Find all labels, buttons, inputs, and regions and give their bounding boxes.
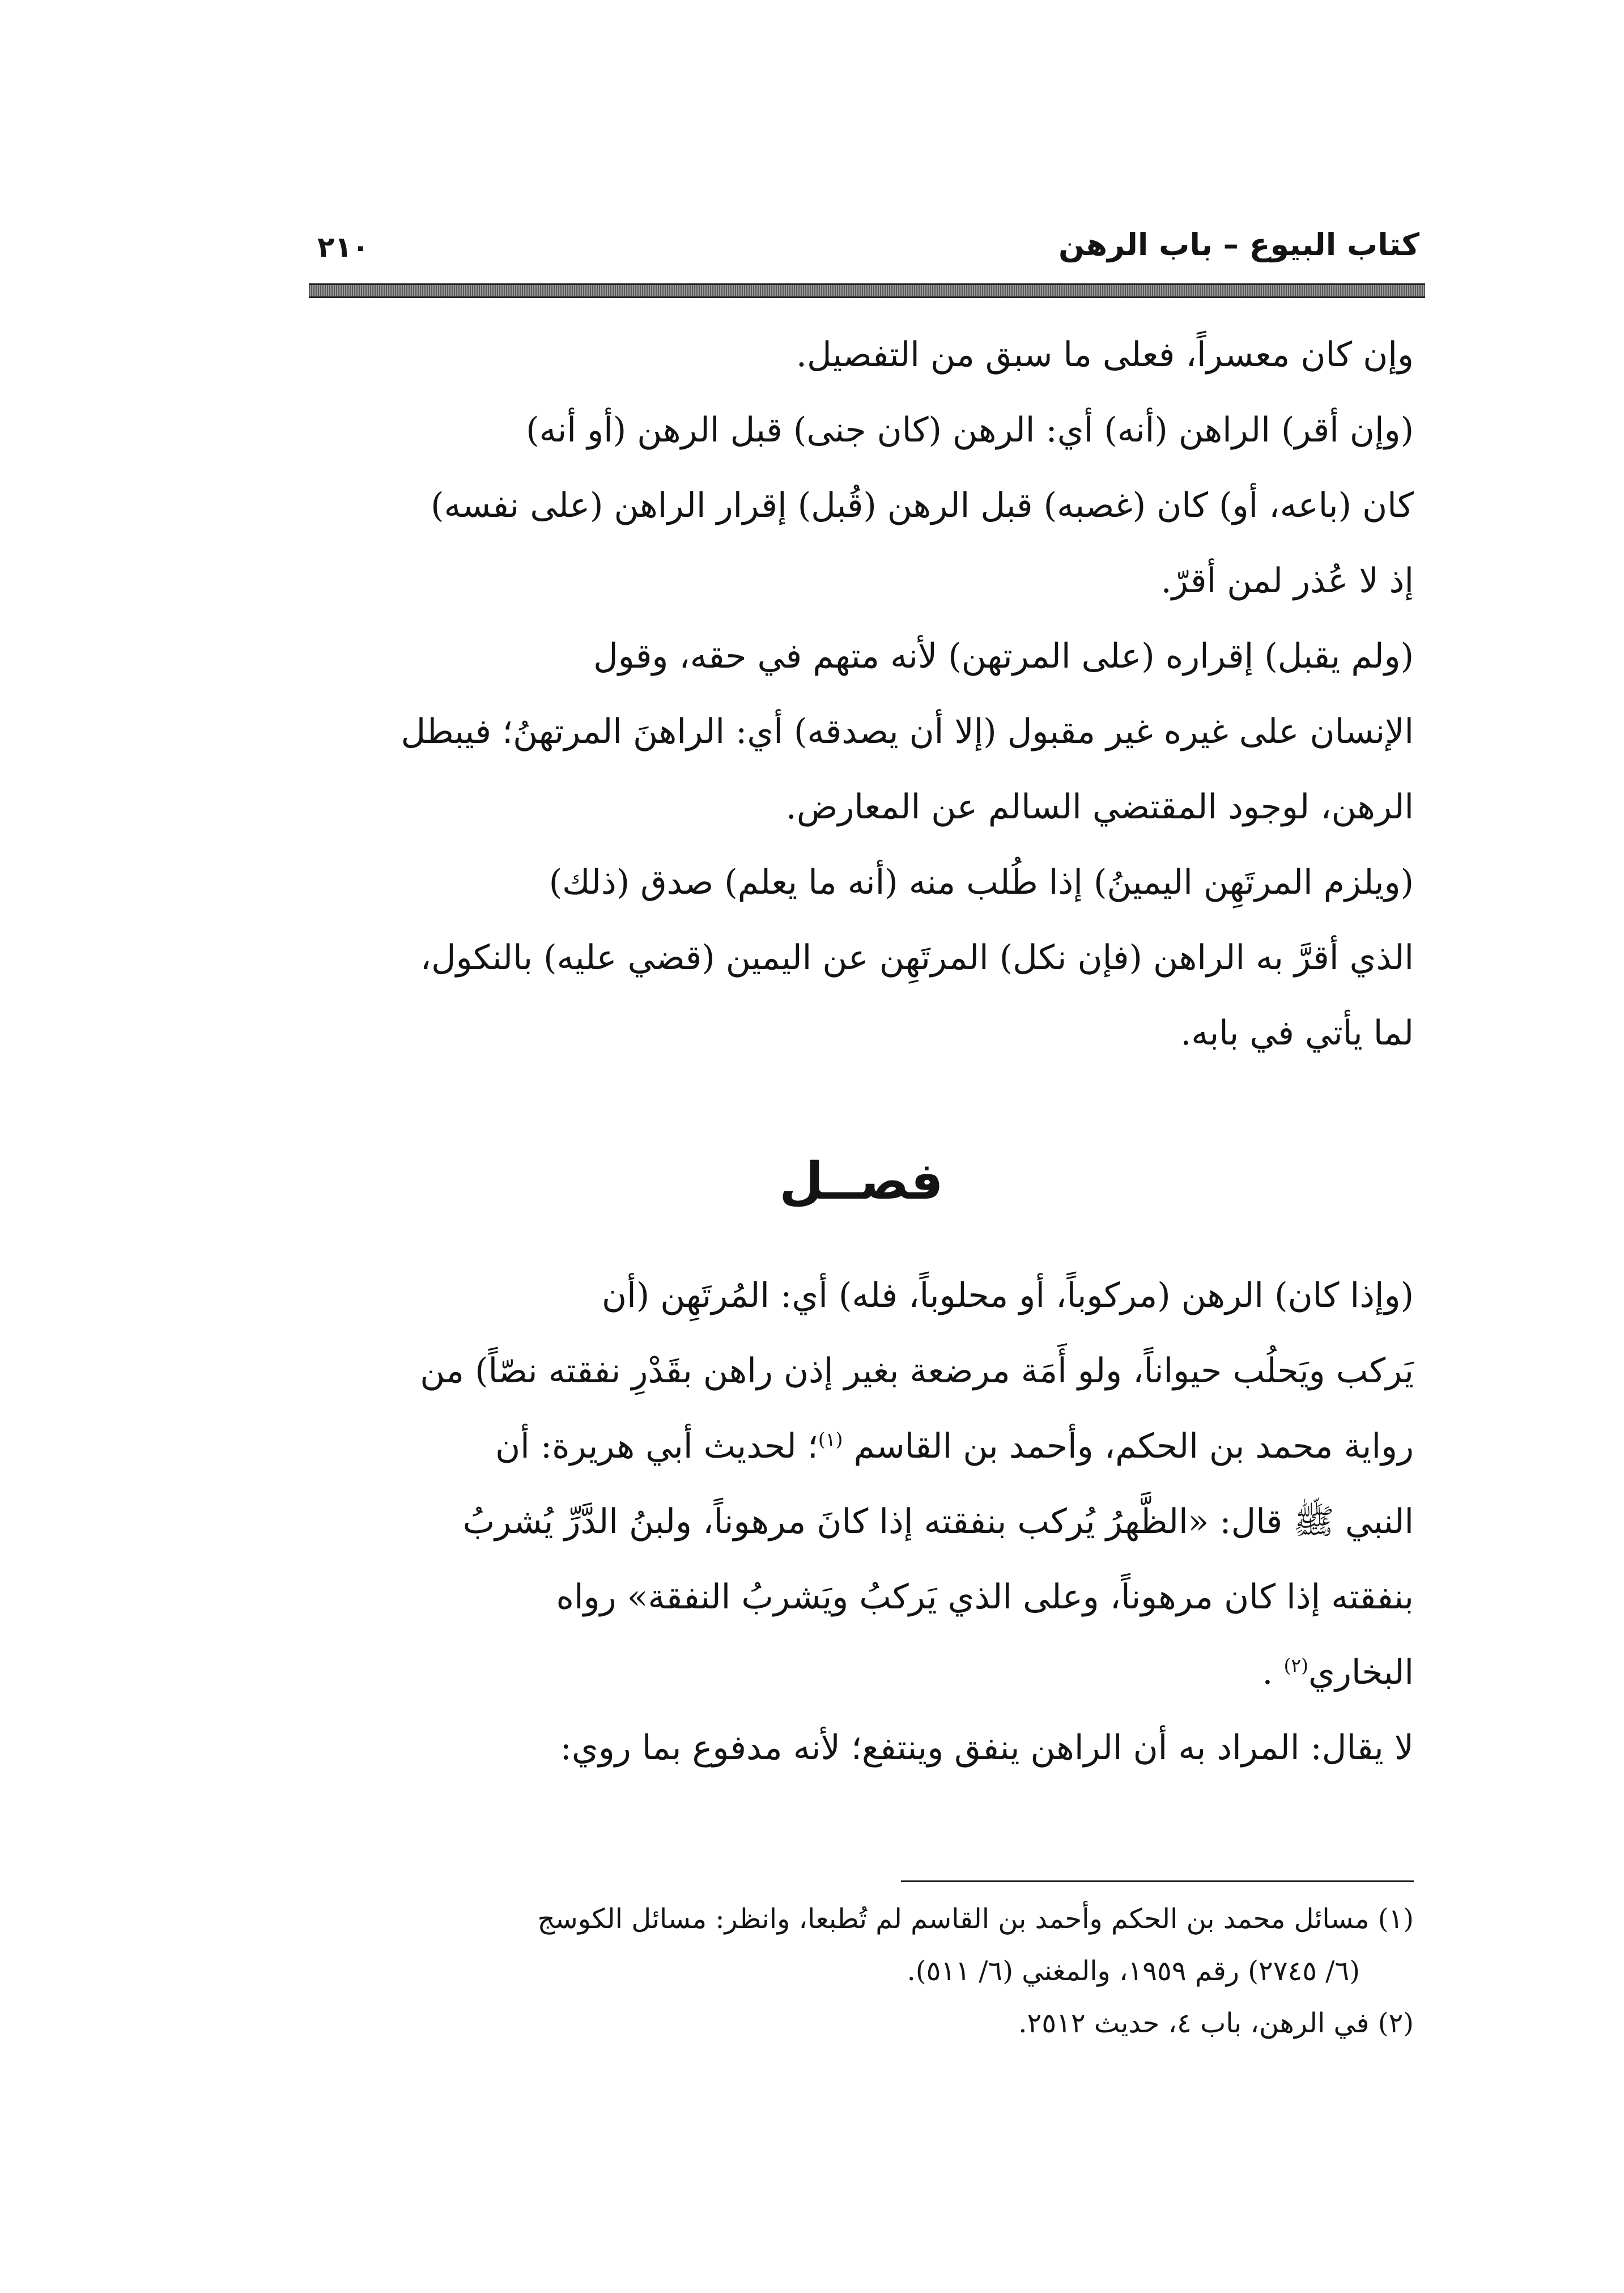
footnote-divider	[901, 1880, 1414, 1882]
header-rule	[309, 283, 1425, 298]
text-fragment: رواية محمد بن الحكم، وأحمد بن القاسم	[853, 1426, 1414, 1466]
text-line: (وإذا كان) الرهن (مركوباً، أو محلوباً، فله) أي: المُرتَهِن (أن	[602, 1276, 1414, 1315]
running-header	[317, 222, 1419, 274]
footnote-2: (٢) في الرهن، باب ٤، حديث ٢٥١٢.	[1018, 2007, 1414, 2039]
footnote-reference-1[interactable]: (١)	[818, 1428, 843, 1450]
text-fragment: البخاري	[1308, 1653, 1414, 1692]
text-line: (ولم يقبل) إقراره (على المرتهن) لأنه متهم في حقه، وقول	[593, 636, 1414, 676]
footnote-reference-2[interactable]: (٢)	[1283, 1654, 1308, 1676]
text-line: الإنسان على غيره غير مقبول (إلا أن يصدقه) أي: الراهنَ المرتهنُ؛ فيبطل	[401, 712, 1414, 751]
text-line: النبي ﷺ قال: «الظَّهرُ يُركب بنفقته إذا كانَ مرهوناً، ولبنُ الدَّرِّ يُشربُ	[462, 1502, 1414, 1542]
text-fragment: .	[1262, 1653, 1273, 1692]
text-line: يَركب ويَحلُب حيواناً، ولو أَمَة مرضعة بغير إذن راهن بقَدْرِ نفقته نصّاً) من	[420, 1351, 1414, 1391]
text-line: الرهن، لوجود المقتضي السالم عن المعارض.	[785, 787, 1414, 827]
main-text-section-1	[309, 317, 1414, 1071]
text-fragment: ؛ لحديث أبي هريرة: أن	[495, 1426, 818, 1466]
text-line	[309, 1409, 1414, 1484]
footnote-1-line-1: (١) مسائل محمد بن الحكم وأحمد بن القاسم لم تُطبعا، وانظر: مسائل الكوسج	[537, 1903, 1414, 1935]
text-line: لا يقال: المراد به أن الراهن ينفق وينتفع؛ لأنه مدفوع بما روي:	[560, 1728, 1414, 1768]
text-line: (ويلزم المرتَهِن اليمينُ) إذا طُلب منه (أنه ما يعلم) صدق (ذلك)	[549, 863, 1414, 902]
section-heading: فصــل	[779, 1152, 943, 1211]
footnote-1-line-2: (٦/ ٢٧٤٥) رقم ١٩٥٩، والمغني (٦/ ٥١١).	[907, 1955, 1360, 1987]
text-line: (وإن أقر) الراهن (أنه) أي: الرهن (كان جنى) قبل الرهن (أو أنه)	[526, 410, 1414, 450]
text-line: لما يأتي في بابه.	[1180, 1013, 1414, 1053]
main-text-section-2	[309, 1258, 1414, 1786]
header-title: كتاب البيوع – باب الرهن	[1058, 227, 1419, 262]
page-number: ٢١٠	[317, 231, 369, 264]
text-line: كان (باعه، أو) كان (غصبه) قبل الرهن (قُبل) إقرار الراهن (على نفسه)	[431, 486, 1414, 525]
footnotes	[309, 1893, 1414, 2049]
text-line: بنفقته إذا كان مرهوناً، وعلى الذي يَركبُ ويَشربُ النفقة» رواه	[556, 1577, 1414, 1617]
text-line: الذي أقرَّ به الراهن (فإن نكل) المرتَهِن عن اليمين (قضي عليه) بالنكول،	[420, 938, 1414, 978]
text-line	[309, 1635, 1414, 1710]
text-line: إذ لا عُذر لمن أقرّ.	[1160, 561, 1414, 601]
text-line: وإن كان معسراً، فعلى ما سبق من التفصيل.	[796, 335, 1414, 375]
